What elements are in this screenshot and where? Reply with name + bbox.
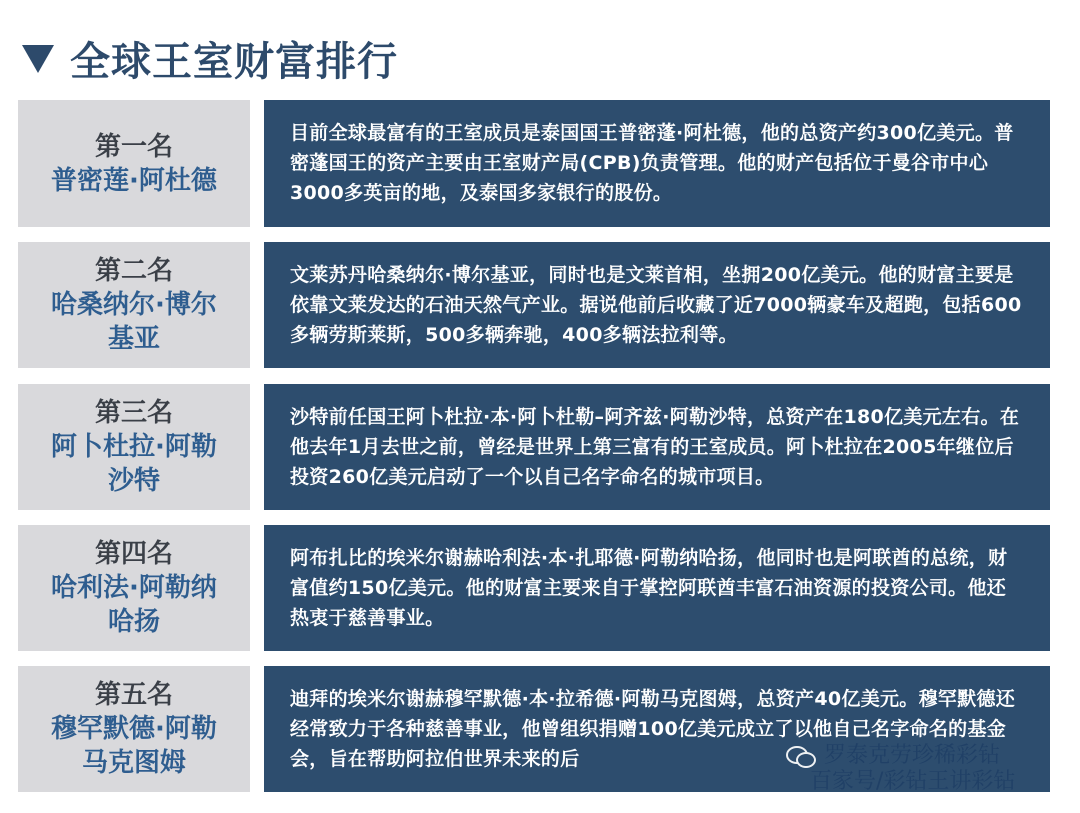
description-cell: 沙特前任国王阿卜杜拉·本·阿卜杜勒–阿齐兹·阿勒沙特，总资产在180亿美元左右。在他去年1月去世之前，曾经是世界上第三富有的王室成员。阿卜杜拉在2005年继位后投资260亿美元启动了一个以自己名字命名的城市项目。 xyxy=(264,384,1050,510)
wechat-icon xyxy=(786,744,816,768)
rank-label: 第二名 xyxy=(94,256,173,286)
rank-cell xyxy=(18,384,250,510)
rank-label: 第四名 xyxy=(94,539,173,569)
royal-name: 哈桑纳尔·博尔 基亚 xyxy=(51,290,217,354)
royal-name: 哈利法·阿勒纳 哈扬 xyxy=(51,573,217,637)
rank-label: 第三名 xyxy=(94,398,173,428)
rank-cell xyxy=(18,666,250,792)
triangle-down-icon xyxy=(22,45,54,73)
rank-label: 第一名 xyxy=(94,131,173,162)
ranking-row-1 xyxy=(18,100,1050,227)
rank-label: 第五名 xyxy=(94,680,173,710)
page-title: 全球王室财富排行 xyxy=(70,38,398,85)
watermark-line-1 xyxy=(786,743,1015,769)
description-cell: 目前全球最富有的王室成员是泰国国王普密蓬·阿杜德，他的总资产约300亿美元。普密蓬国王的资产主要由王室财产局(CPB)负责管理。他的财产包括位于曼谷市中心3000多英亩的地，及泰国多家银行的股份。 xyxy=(264,100,1050,227)
description-cell: 迪拜的埃米尔谢赫穆罕默德·本·拉希德·阿勒马克图姆，总资产40亿美元。穆罕默德还经常致力于各种慈善事业，他曾组织捐赠100亿美元成立了以他自己名字命名的基金会，旨在帮助阿拉伯世界未来的后 xyxy=(264,666,1050,792)
watermark xyxy=(786,743,1015,795)
royal-name: 普密莲·阿杜德 xyxy=(51,165,217,196)
rank-cell xyxy=(18,242,250,368)
description-cell: 文莱苏丹哈桑纳尔·博尔基亚，同时也是文莱首相，坐拥200亿美元。他的财富主要是依靠文莱发达的石油天然气产业。据说他前后收藏了近7000辆豪车及超跑，包括600多辆劳斯莱斯，500多辆奔驰，400多辆法拉利等。 xyxy=(264,242,1050,368)
ranking-row-2 xyxy=(18,242,1050,368)
royal-name: 穆罕默德·阿勒 马克图姆 xyxy=(51,714,217,778)
ranking-row-3 xyxy=(18,384,1050,510)
rank-cell xyxy=(18,100,250,227)
rank-cell xyxy=(18,525,250,651)
description-cell: 阿布扎比的埃米尔谢赫哈利法·本·扎耶德·阿勒纳哈扬，他同时也是阿联酋的总统，财富值约150亿美元。他的财富主要来自于掌控阿联酋丰富石油资源的投资公司。他还热衷于慈善事业。 xyxy=(264,525,1050,651)
page-header xyxy=(22,28,398,88)
watermark-account-name: 罗泰克劳珍稀彩钻 xyxy=(824,743,1001,768)
watermark-line-2: 百家号/彩钻王讲彩钻 xyxy=(810,769,1016,794)
royal-name: 阿卜杜拉·阿勒 沙特 xyxy=(51,432,217,496)
ranking-row-4 xyxy=(18,525,1050,651)
